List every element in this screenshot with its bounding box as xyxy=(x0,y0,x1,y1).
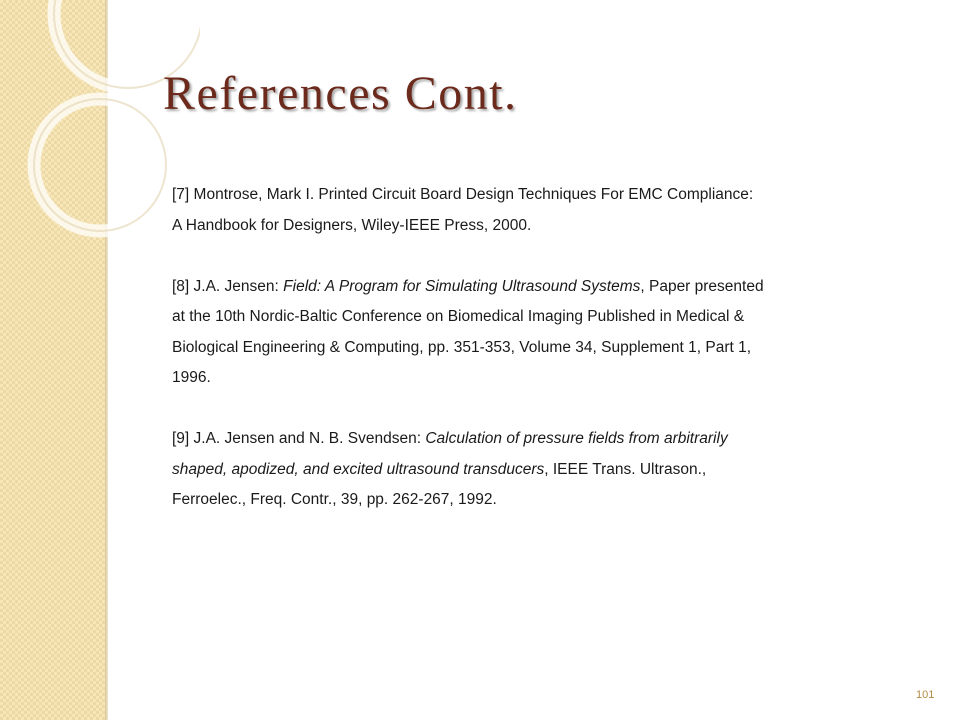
reference-line: at the 10th Nordic-Baltic Conference on Biomedical Imaging Published in Medical & xyxy=(172,308,745,325)
reference-line: shaped, apodized, and excited ultrasound transducers, IEEE Trans. Ultrason., xyxy=(172,460,707,478)
reference-line: [9] J.A. Jensen and N. B. Svendsen: Calculation of pressure fields from arbitrarily xyxy=(172,430,728,447)
reference-7 xyxy=(172,180,862,241)
reference-8 xyxy=(172,272,862,394)
reference-line: A Handbook for Designers, Wiley-IEEE Press, 2000. xyxy=(172,216,532,234)
page-number: 101 xyxy=(916,689,935,701)
reference-line: [8] J.A. Jensen: Field: A Program for Simulating Ultrasound Systems, Paper presented xyxy=(172,277,764,295)
slide-title: References Cont. xyxy=(163,67,518,120)
reference-9 xyxy=(172,424,862,516)
reference-line: [7] Montrose, Mark I. Printed Circuit Board Design Techniques For EMC Compliance: xyxy=(172,186,754,203)
decorative-sidebar xyxy=(0,0,105,720)
sidebar-edge xyxy=(105,0,108,720)
reference-line: Ferroelec., Freq. Contr., 39, pp. 262-267, 1992. xyxy=(172,491,497,508)
reference-line: 1996. xyxy=(172,369,211,386)
reference-line: Biological Engineering & Computing, pp. 351-353, Volume 34, Supplement 1, Part 1, xyxy=(172,338,752,356)
references-list xyxy=(172,180,862,516)
